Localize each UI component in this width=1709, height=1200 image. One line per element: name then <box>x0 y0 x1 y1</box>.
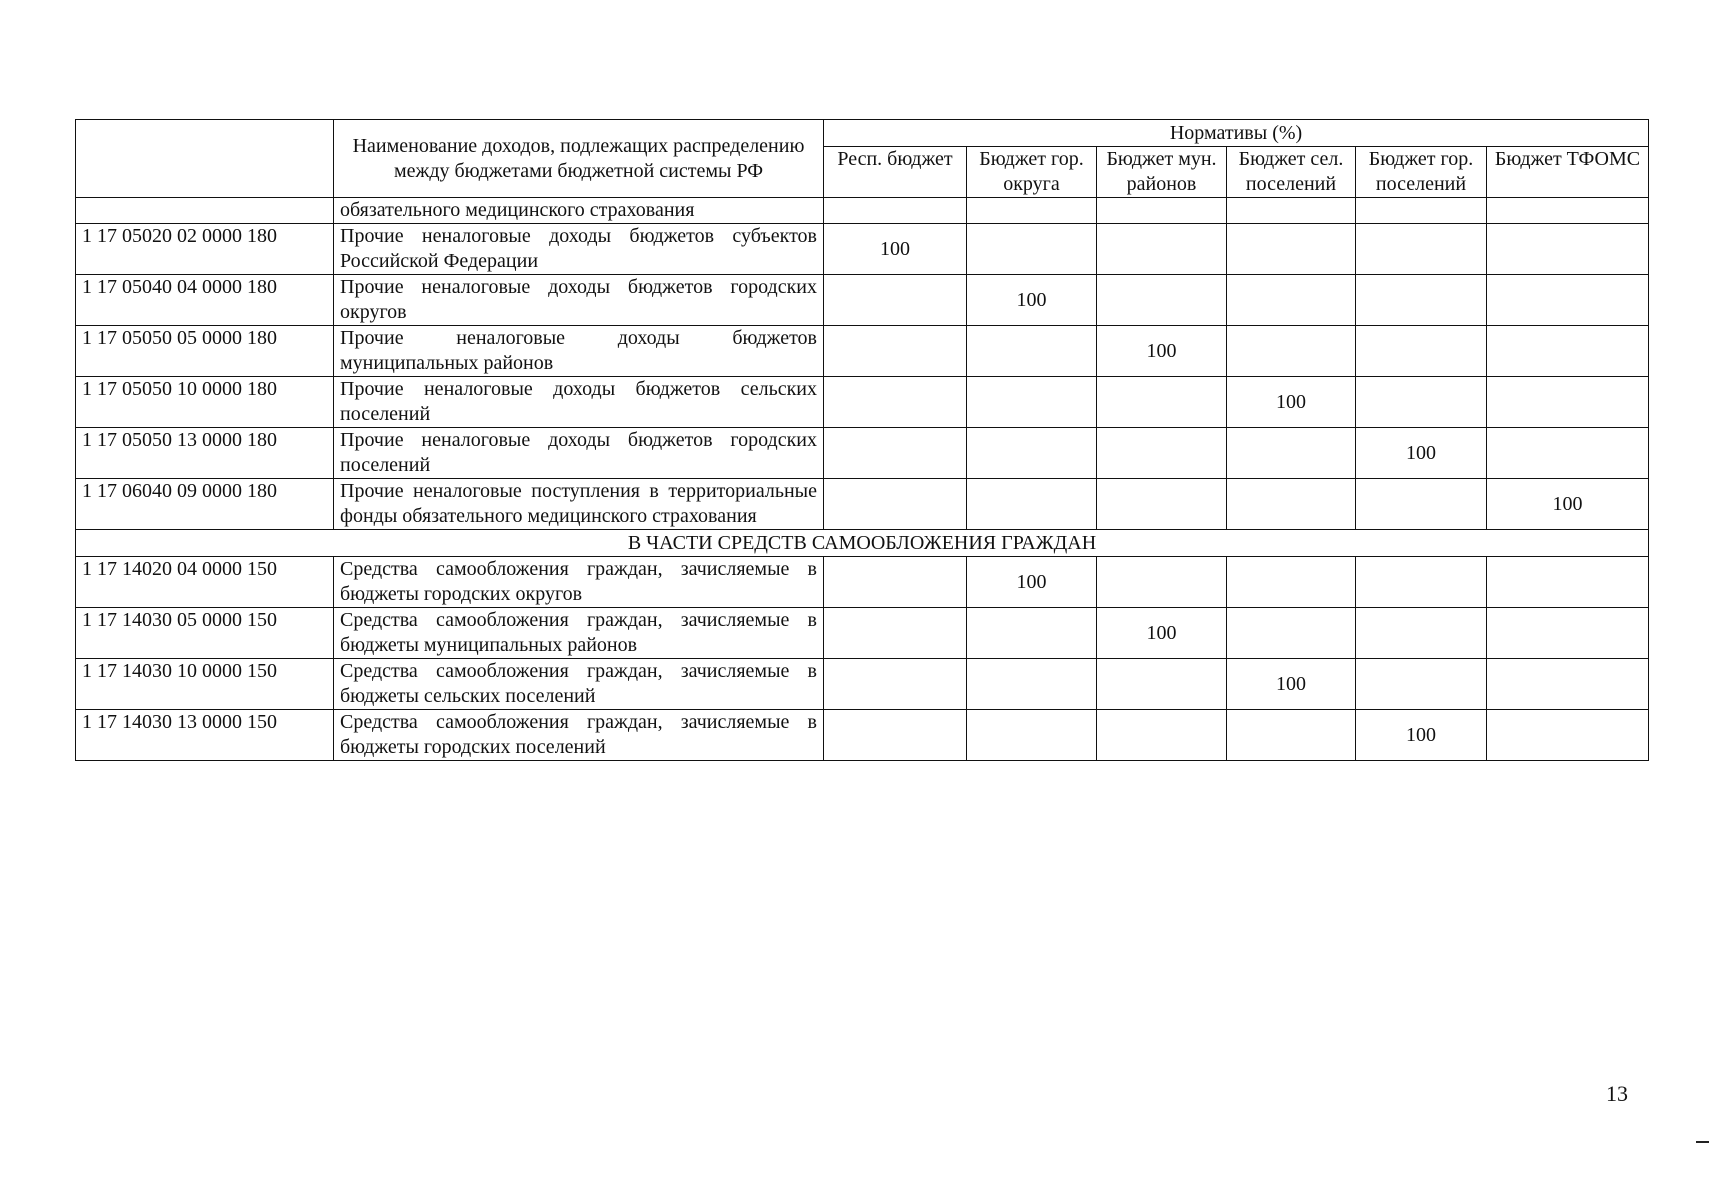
norm-value <box>967 326 1097 377</box>
norm-value <box>1356 326 1487 377</box>
revenue-distribution-table <box>75 119 1649 761</box>
norm-value <box>1227 710 1356 761</box>
continuation-text: обязательного медицинского страхования <box>334 198 824 224</box>
norm-value <box>967 428 1097 479</box>
table-row <box>76 659 1649 710</box>
norm-value <box>967 377 1097 428</box>
norm-value <box>1097 377 1227 428</box>
revenue-code: 1 17 14020 04 0000 150 <box>76 557 334 608</box>
norm-value <box>967 659 1097 710</box>
norm-value <box>967 710 1097 761</box>
table-row <box>76 479 1649 530</box>
table-row <box>76 275 1649 326</box>
norm-value <box>1097 479 1227 530</box>
revenue-code: 1 17 05050 10 0000 180 <box>76 377 334 428</box>
table-row <box>76 326 1649 377</box>
norm-value: 100 <box>967 557 1097 608</box>
revenue-code: 1 17 06040 09 0000 180 <box>76 479 334 530</box>
revenue-name: Средства самообложения граждан, зачисляемые в бюджеты муниципальных районов <box>334 608 824 659</box>
norm-value: 100 <box>824 224 967 275</box>
norm-value <box>1487 377 1649 428</box>
norm-value <box>1487 326 1649 377</box>
norm-value <box>824 377 967 428</box>
norm-value <box>1227 608 1356 659</box>
table-row <box>76 710 1649 761</box>
norm-value <box>1227 428 1356 479</box>
value-cell <box>1356 198 1487 224</box>
edge-mark <box>1696 1141 1709 1143</box>
value-cell <box>824 198 967 224</box>
norm-value <box>1097 710 1227 761</box>
norm-value: 100 <box>1356 428 1487 479</box>
revenue-code: 1 17 05020 02 0000 180 <box>76 224 334 275</box>
name-column-header: Наименование доходов, подлежащих распределению между бюджетами бюджетной системы РФ <box>334 120 824 198</box>
column-header-tfoms: Бюджет ТФОМС <box>1487 147 1649 198</box>
norm-value <box>824 659 967 710</box>
norm-value <box>1487 275 1649 326</box>
code-cell <box>76 198 334 224</box>
norm-value <box>1097 428 1227 479</box>
norm-value <box>1487 224 1649 275</box>
revenue-code: 1 17 14030 10 0000 150 <box>76 659 334 710</box>
norm-value <box>824 557 967 608</box>
continuation-row <box>76 198 1649 224</box>
norm-value: 100 <box>1227 377 1356 428</box>
norm-value <box>1227 326 1356 377</box>
revenue-code: 1 17 14030 05 0000 150 <box>76 608 334 659</box>
norm-value <box>1356 224 1487 275</box>
column-header-resp: Респ. бюджет <box>824 147 967 198</box>
norm-value: 100 <box>1227 659 1356 710</box>
revenue-code: 1 17 05050 05 0000 180 <box>76 326 334 377</box>
norm-value <box>1356 479 1487 530</box>
norm-value <box>967 224 1097 275</box>
page-number: 13 <box>1606 1081 1628 1106</box>
table-row <box>76 608 1649 659</box>
norm-value <box>1097 557 1227 608</box>
section-row <box>76 530 1649 557</box>
norm-value <box>824 326 967 377</box>
norm-value <box>824 608 967 659</box>
norm-value <box>1487 608 1649 659</box>
norm-value <box>967 608 1097 659</box>
norm-value <box>1356 608 1487 659</box>
norm-value <box>1227 557 1356 608</box>
norm-value <box>1227 275 1356 326</box>
column-header-urban: Бюджет гор. поселений <box>1356 147 1487 198</box>
value-cell <box>1227 198 1356 224</box>
column-header-municipal: Бюджет мун. районов <box>1097 147 1227 198</box>
column-header-city-district: Бюджет гор. округа <box>967 147 1097 198</box>
norm-value: 100 <box>1097 326 1227 377</box>
table-row <box>76 428 1649 479</box>
section-title: В ЧАСТИ СРЕДСТВ САМООБЛОЖЕНИЯ ГРАЖДАН <box>76 530 1649 557</box>
norm-value <box>1356 557 1487 608</box>
norm-value <box>1356 659 1487 710</box>
value-cell <box>1097 198 1227 224</box>
revenue-name: Прочие неналоговые доходы бюджетов городских поселений <box>334 428 824 479</box>
norm-value <box>1097 275 1227 326</box>
revenue-name: Прочие неналоговые доходы бюджетов сельских поселений <box>334 377 824 428</box>
norm-value <box>824 479 967 530</box>
revenue-name: Прочие неналоговые доходы бюджетов городских округов <box>334 275 824 326</box>
value-cell <box>1487 198 1649 224</box>
norm-value <box>1487 557 1649 608</box>
norm-value <box>1097 659 1227 710</box>
table-row <box>76 557 1649 608</box>
table-row <box>76 224 1649 275</box>
revenue-code: 1 17 05040 04 0000 180 <box>76 275 334 326</box>
code-column-header <box>76 120 334 198</box>
revenue-code: 1 17 05050 13 0000 180 <box>76 428 334 479</box>
norm-value <box>1097 224 1227 275</box>
norm-value <box>1227 479 1356 530</box>
norm-value <box>1487 659 1649 710</box>
revenue-name: Прочие неналоговые поступления в территориальные фонды обязательного медицинского страхования <box>334 479 824 530</box>
norm-value <box>1487 710 1649 761</box>
norm-value: 100 <box>1097 608 1227 659</box>
norm-value <box>1356 275 1487 326</box>
norm-value <box>824 428 967 479</box>
revenue-code: 1 17 14030 13 0000 150 <box>76 710 334 761</box>
revenue-name: Прочие неналоговые доходы бюджетов субъектов Российской Федерации <box>334 224 824 275</box>
norm-value <box>967 479 1097 530</box>
norm-value <box>824 710 967 761</box>
revenue-name: Средства самообложения граждан, зачисляемые в бюджеты городских поселений <box>334 710 824 761</box>
norm-value <box>1227 224 1356 275</box>
norm-value: 100 <box>967 275 1097 326</box>
norm-value <box>1487 428 1649 479</box>
value-cell <box>967 198 1097 224</box>
revenue-name: Прочие неналоговые доходы бюджетов муниципальных районов <box>334 326 824 377</box>
revenue-name: Средства самообложения граждан, зачисляемые в бюджеты городских округов <box>334 557 824 608</box>
norm-value <box>824 275 967 326</box>
column-header-rural: Бюджет сел. поселений <box>1227 147 1356 198</box>
norm-value: 100 <box>1487 479 1649 530</box>
table-row <box>76 377 1649 428</box>
norms-group-header: Нормативы (%) <box>824 120 1649 147</box>
norm-value <box>1356 377 1487 428</box>
revenue-name: Средства самообложения граждан, зачисляемые в бюджеты сельских поселений <box>334 659 824 710</box>
norm-value: 100 <box>1356 710 1487 761</box>
header-row-top <box>76 120 1649 147</box>
